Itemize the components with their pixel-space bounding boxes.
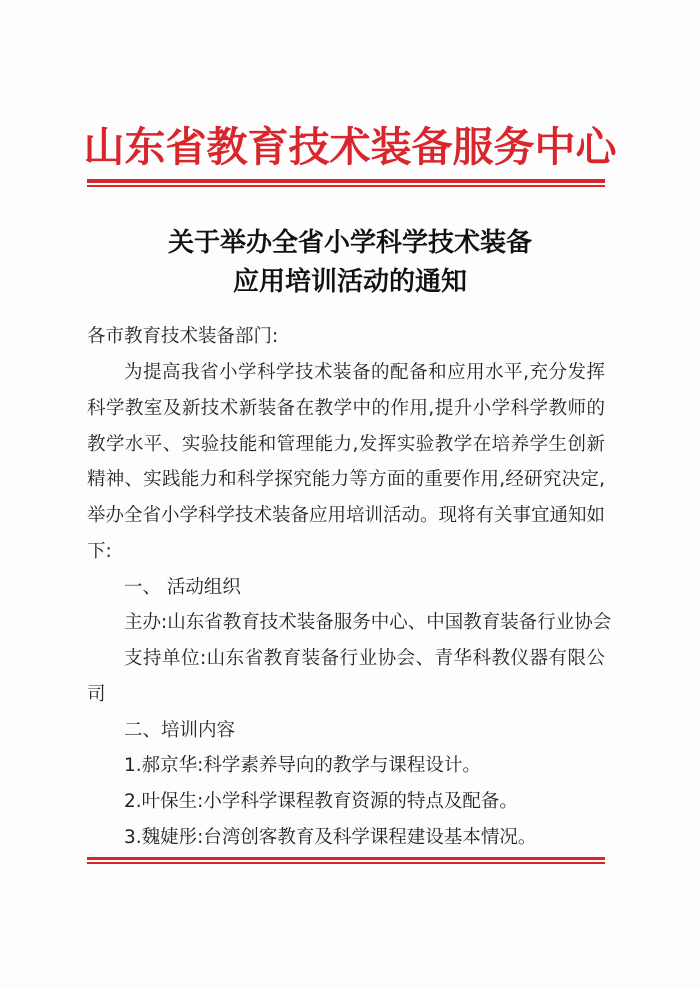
section2-heading: 二、培训内容 [124, 720, 236, 741]
organizer-line: 主办:山东省教育技术装备服务中心、中国教育装备行业协会 [124, 612, 612, 633]
training-item-1: 1.郝京华:科学素养导向的教学与课程设计。 [124, 755, 481, 776]
notice-title-line2: 应用培训活动的通知 [232, 267, 467, 297]
training-item-3: 3.魏婕彤:台湾创客教育及科学课程建设基本情况。 [124, 827, 537, 848]
footer-rule-thin [87, 862, 605, 864]
notice-title-line1: 关于举办全省小学科学技术装备 [167, 228, 532, 258]
letterhead-rule-thin [87, 185, 605, 187]
section1-heading: 一、 活动组织 [124, 577, 241, 598]
intro-line-2: 科学教室及新技术新装备在教学中的作用,提升小学科学教师的 [87, 398, 605, 419]
letterhead-org-name: 山东省教育技术装备服务中心 [83, 123, 617, 171]
letterhead-rule-thick [87, 179, 605, 183]
training-item-2: 2.叶保生:小学科学课程教育资源的特点及配备。 [124, 791, 518, 812]
intro-line-6: 下: [87, 541, 112, 562]
footer-rule-thick [87, 857, 605, 860]
supporter-line-2: 司 [87, 684, 106, 705]
intro-line-4: 精神、实践能力和科学探究能力等方面的重要作用,经研究决定, [87, 469, 605, 490]
intro-line-5: 举办全省小学科学技术装备应用培训活动。现将有关事宜通知如 [87, 505, 606, 526]
salutation: 各市教育技术装备部门: [87, 326, 279, 347]
intro-line-1: 为提高我省小学科学技术装备的配备和应用水平,充分发挥 [124, 362, 605, 383]
supporter-line-1: 支持单位:山东省教育装备行业协会、青华科教仪器有限公 [124, 648, 605, 669]
intro-line-3: 教学水平、实验技能和管理能力,发挥实验教学在培养学生创新 [87, 434, 605, 455]
